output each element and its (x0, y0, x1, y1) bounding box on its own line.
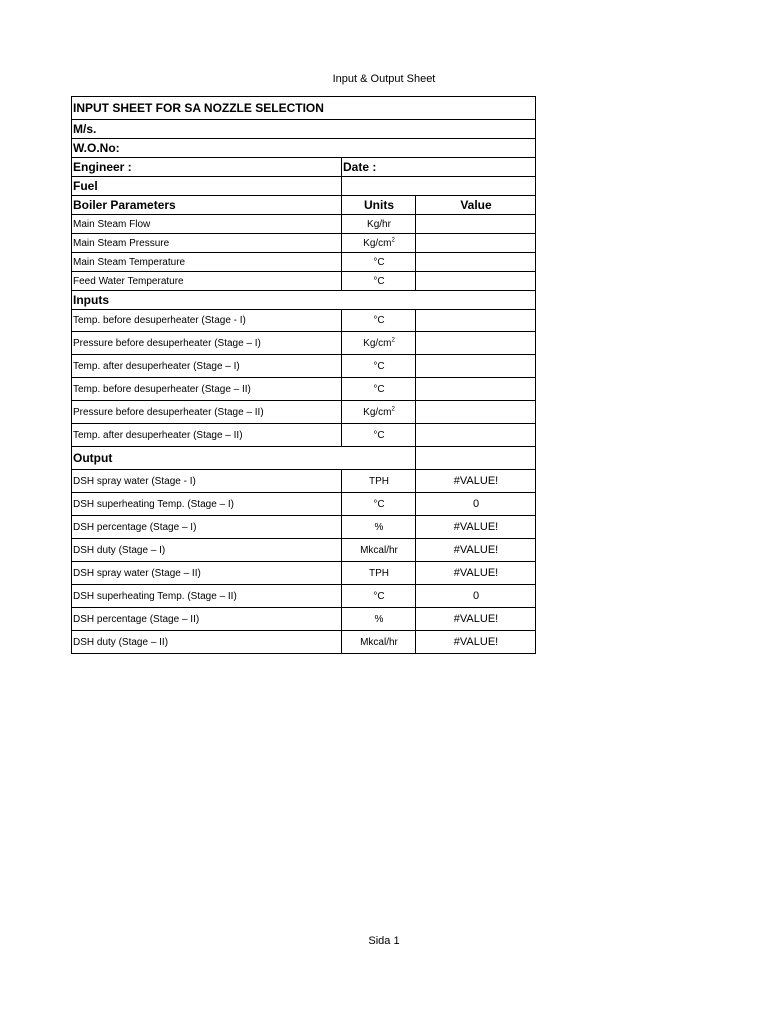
row-value[interactable] (416, 355, 536, 378)
row-value[interactable] (416, 401, 536, 424)
row-label: DSH duty (Stage – II) (72, 631, 342, 654)
row-label: DSH spray water (Stage – II) (72, 562, 342, 585)
row-value: #VALUE! (416, 631, 536, 654)
row-unit: % (342, 608, 416, 631)
row-unit (342, 401, 416, 424)
row-label: Feed Water Temperature (72, 272, 342, 291)
row-unit: °C (342, 585, 416, 608)
value-heading: Value (416, 196, 536, 215)
table-row (72, 310, 536, 332)
row-unit: TPH (342, 470, 416, 493)
row-unit (342, 332, 416, 355)
unit-superscript: 2 (391, 237, 395, 244)
table-row (72, 608, 536, 631)
output-heading: Output (72, 447, 416, 470)
table-row (72, 378, 536, 401)
row-value[interactable] (416, 215, 536, 234)
engineer-cell[interactable]: Engineer : (72, 158, 342, 177)
table-row (72, 234, 536, 253)
input-output-table (71, 96, 536, 654)
table-row (72, 470, 536, 493)
boiler-parameters-heading: Boiler Parameters (72, 196, 342, 215)
unit-superscript: 2 (391, 406, 395, 413)
wo-cell[interactable]: W.O.No: (72, 139, 536, 158)
row-value[interactable] (416, 253, 536, 272)
page-header: Input & Output Sheet (332, 73, 436, 85)
row-unit: °C (342, 253, 416, 272)
row-value[interactable] (416, 234, 536, 253)
table-row (72, 253, 536, 272)
row-label: Main Steam Pressure (72, 234, 342, 253)
row-label: DSH percentage (Stage – I) (72, 516, 342, 539)
row-value: #VALUE! (416, 516, 536, 539)
table-row (72, 516, 536, 539)
row-value: #VALUE! (416, 562, 536, 585)
table-row (72, 332, 536, 355)
table-row (72, 562, 536, 585)
row-label: Temp. after desuperheater (Stage – I) (72, 355, 342, 378)
row-value[interactable] (416, 272, 536, 291)
row-label: DSH duty (Stage – I) (72, 539, 342, 562)
table-row (72, 215, 536, 234)
row-value: 0 (416, 493, 536, 516)
table-row (72, 424, 536, 447)
output-heading-value-cell (416, 447, 536, 470)
units-heading: Units (342, 196, 416, 215)
row-unit (342, 234, 416, 253)
row-unit: °C (342, 355, 416, 378)
table-row (72, 539, 536, 562)
row-label: DSH superheating Temp. (Stage – II) (72, 585, 342, 608)
table-row (72, 272, 536, 291)
row-unit: °C (342, 310, 416, 332)
row-value[interactable] (416, 310, 536, 332)
ms-cell[interactable]: M/s. (72, 120, 536, 139)
table-row (72, 493, 536, 516)
page-footer: Sida 1 (368, 935, 400, 947)
row-unit: TPH (342, 562, 416, 585)
row-label: DSH percentage (Stage – II) (72, 608, 342, 631)
unit-base: Kg/cm (363, 337, 392, 349)
fuel-cell[interactable]: Fuel (72, 177, 342, 196)
fuel-value-cell[interactable] (342, 177, 536, 196)
row-value[interactable] (416, 424, 536, 447)
row-label: Pressure before desuperheater (Stage – II) (72, 401, 342, 424)
unit-base: Kg/cm (363, 406, 392, 418)
sheet-title: INPUT SHEET FOR SA NOZZLE SELECTION (72, 97, 536, 120)
row-label: Temp. before desuperheater (Stage – II) (72, 378, 342, 401)
row-label: Temp. before desuperheater (Stage - I) (72, 310, 342, 332)
row-unit: Mkcal/hr (342, 539, 416, 562)
row-label: Temp. after desuperheater (Stage – II) (72, 424, 342, 447)
row-value[interactable] (416, 378, 536, 401)
row-unit: °C (342, 272, 416, 291)
row-label: DSH spray water (Stage - I) (72, 470, 342, 493)
row-unit: Kg/hr (342, 215, 416, 234)
row-label: Main Steam Temperature (72, 253, 342, 272)
table-row (72, 355, 536, 378)
table-row (72, 401, 536, 424)
table-row (72, 631, 536, 654)
unit-superscript: 2 (391, 337, 395, 344)
inputs-heading: Inputs (72, 291, 536, 310)
row-value: #VALUE! (416, 470, 536, 493)
row-unit: °C (342, 378, 416, 401)
row-unit: % (342, 516, 416, 539)
row-value: 0 (416, 585, 536, 608)
unit-base: Kg/cm (363, 237, 392, 249)
row-value: #VALUE! (416, 608, 536, 631)
row-label: Pressure before desuperheater (Stage – I) (72, 332, 342, 355)
row-label: DSH superheating Temp. (Stage – I) (72, 493, 342, 516)
row-label: Main Steam Flow (72, 215, 342, 234)
table-row (72, 585, 536, 608)
row-unit: °C (342, 424, 416, 447)
row-unit: °C (342, 493, 416, 516)
row-value[interactable] (416, 332, 536, 355)
row-value: #VALUE! (416, 539, 536, 562)
date-cell[interactable]: Date : (342, 158, 536, 177)
row-unit: Mkcal/hr (342, 631, 416, 654)
